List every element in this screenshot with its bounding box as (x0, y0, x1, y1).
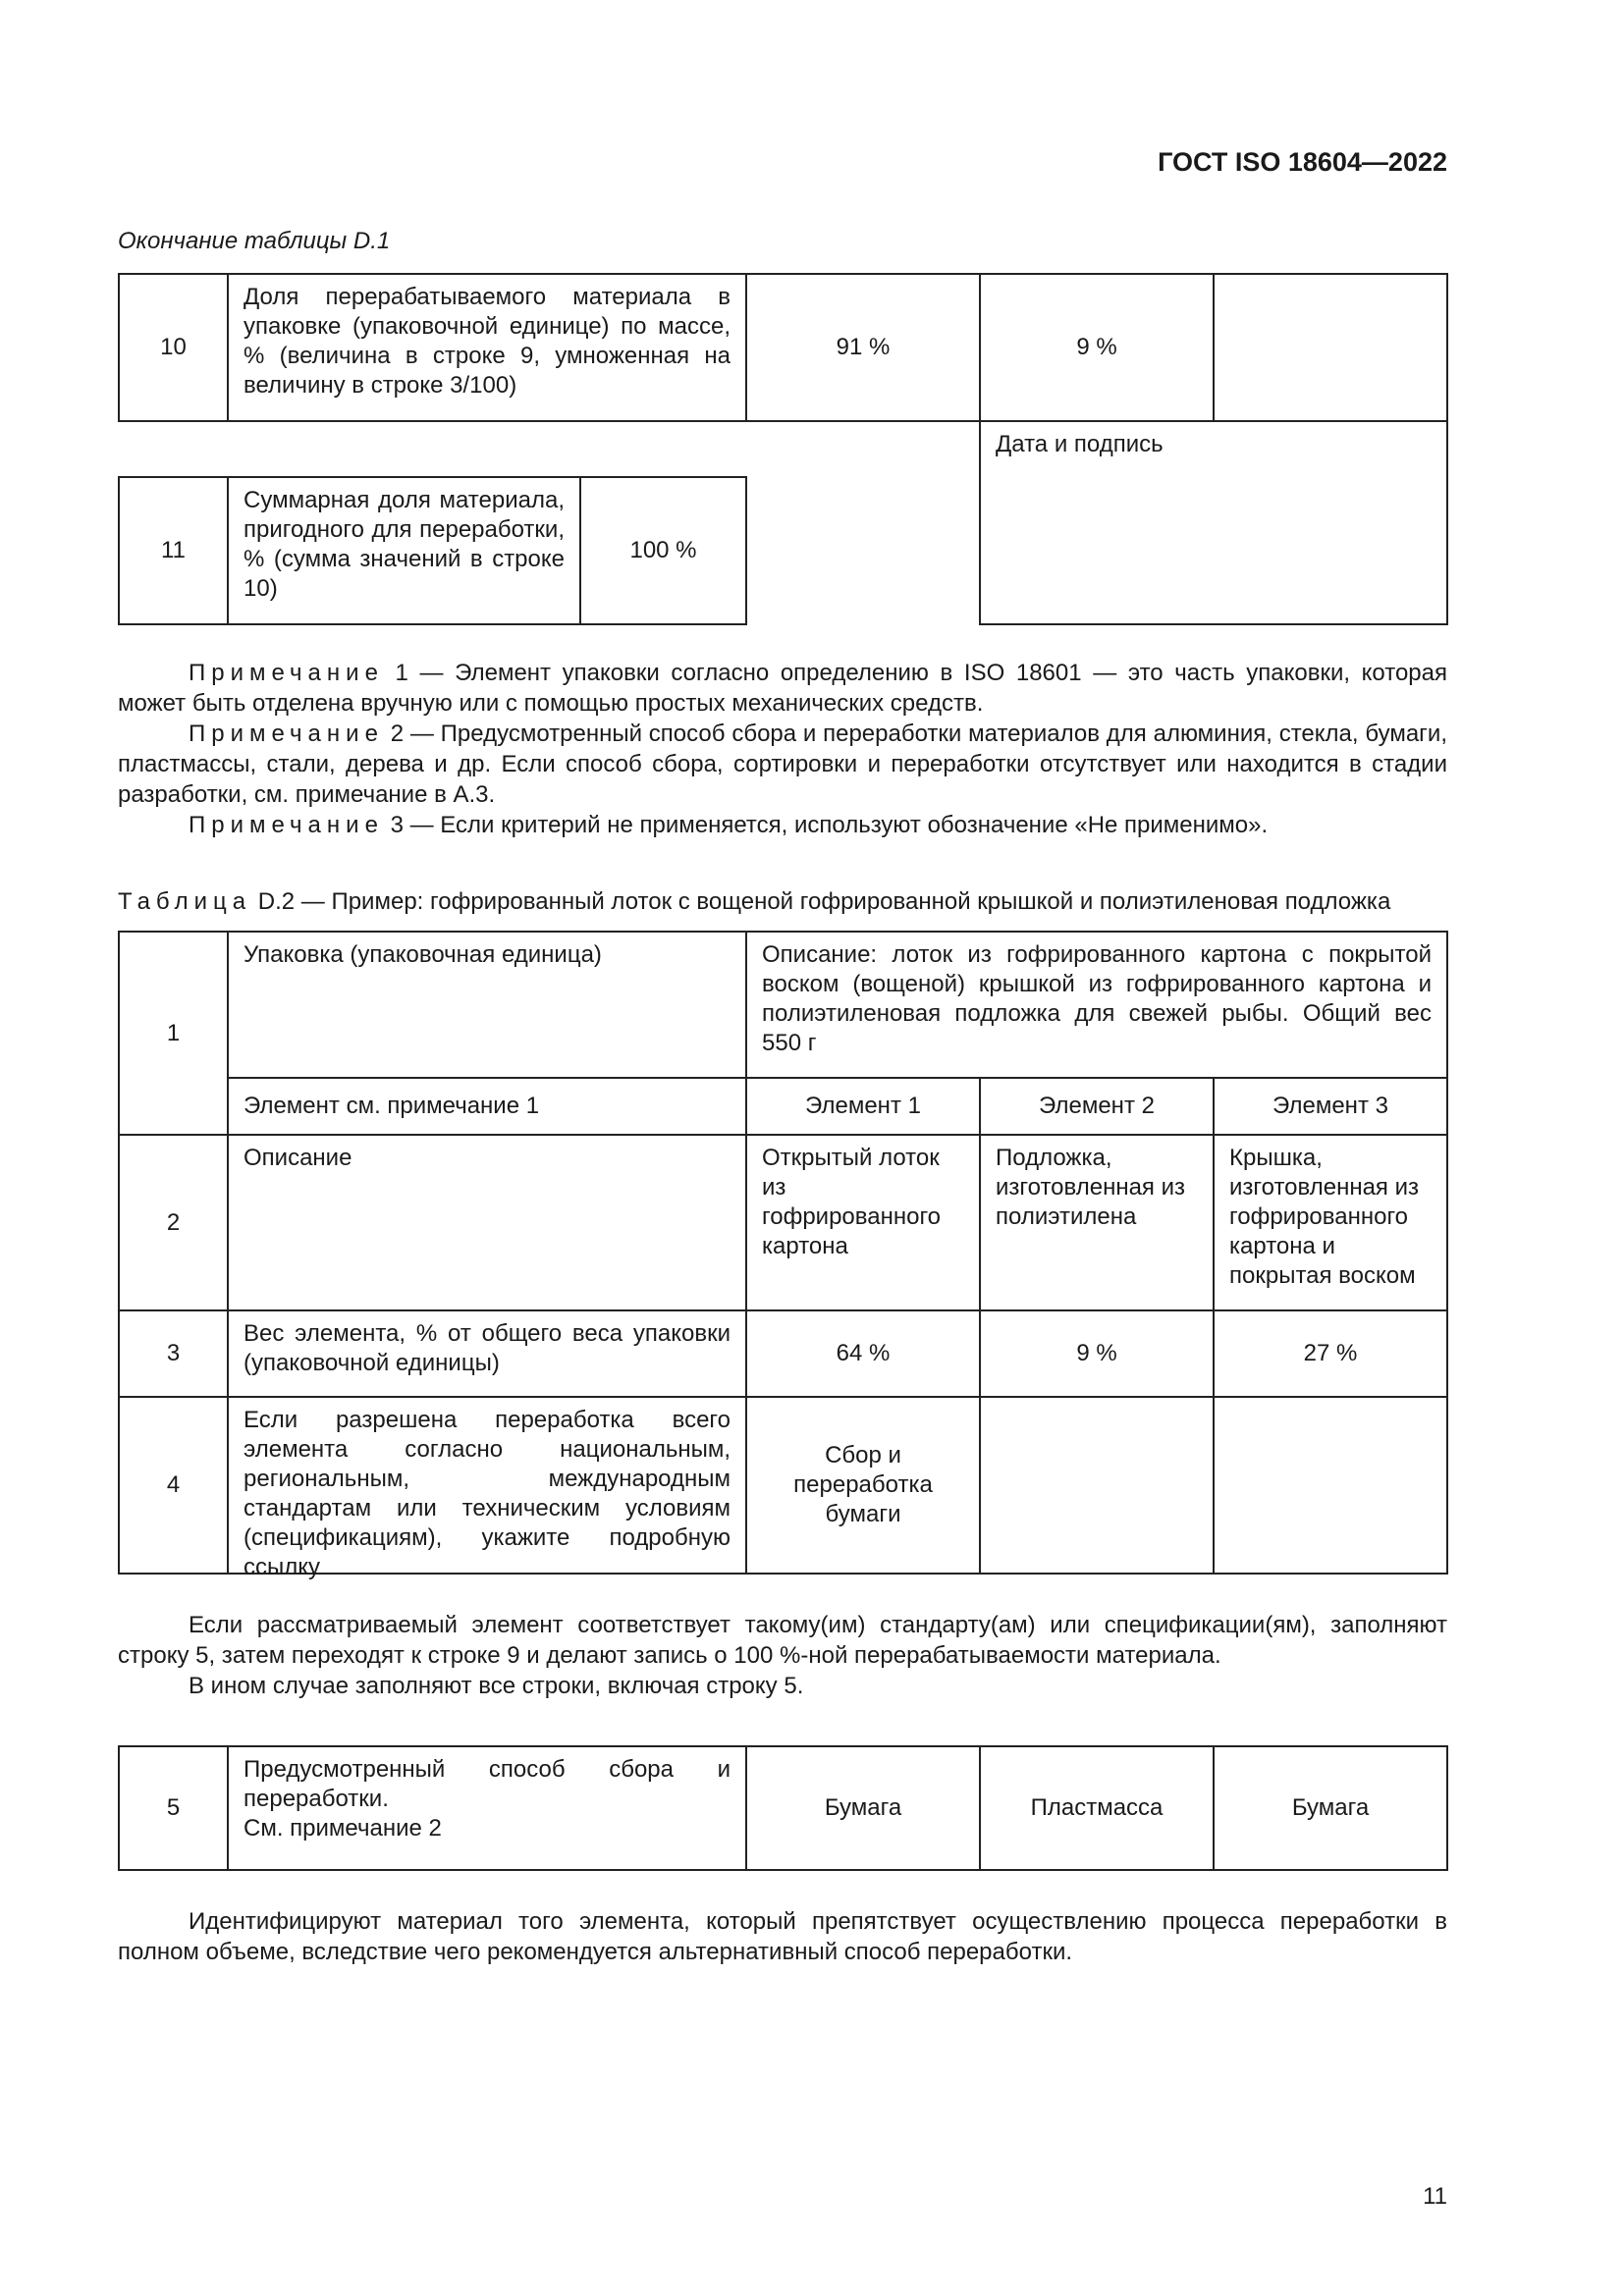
row5-number: 5 (118, 1745, 229, 1871)
paragraph-identify: Идентифицируют материал того элемента, который препятствует осуществлению процесса переработки в полном объеме, вследствие чего рекомендуется альтернативный способ переработки. (118, 1908, 1447, 1965)
row10-description: Доля перерабатываемого материала в упаковке (упаковочной единице) по массе, % (величина в строке 9, умноженная на величину в строке 3/100) (227, 273, 747, 422)
element-3-header: Элемент 3 (1213, 1077, 1448, 1136)
caption-text: D.2 — Пример: гофрированный лоток с вощеной гофрированной крышкой и полиэтиленовая подложка (251, 888, 1391, 915)
row4-value-1: Сбор и переработка бумаги (745, 1396, 981, 1575)
element-label: Элемент см. примечание 1 (227, 1077, 747, 1136)
row4-value-3 (1213, 1396, 1448, 1575)
row1-label: Упаковка (упаковочная единица) (227, 931, 747, 1079)
row2-label: Описание (227, 1134, 747, 1311)
row1-number: 1 (118, 931, 229, 1136)
row4-label: Если разрешена переработка всего элемента согласно национальным, региональным, международным стандартам или техническим условиям (спецификациям), укажите подробную ссылку (227, 1396, 747, 1575)
document-header: ГОСТ ISO 18604—2022 (1158, 147, 1447, 177)
row3-value-2: 9 % (979, 1309, 1215, 1398)
row10-value-1: 91 % (745, 273, 981, 422)
row3-value-1: 64 % (745, 1309, 981, 1398)
note-2 (118, 719, 1447, 810)
row4-number: 4 (118, 1396, 229, 1575)
note-3 (118, 810, 1447, 840)
note-label: Примечание (189, 721, 384, 747)
note-1 (118, 658, 1447, 719)
row5-value-3: Бумага (1213, 1745, 1448, 1871)
row3-value-3: 27 % (1213, 1309, 1448, 1398)
row3-number: 3 (118, 1309, 229, 1398)
row11-description: Суммарная доля материала, пригодного для переработки, % (сумма значений в строке 10) (227, 476, 581, 625)
row2-number: 2 (118, 1134, 229, 1311)
paragraph-otherwise: В ином случае заполняют все строки, включая строку 5. (189, 1673, 804, 1699)
row2-value-2: Подложка, изготовленная из полиэтилена (979, 1134, 1215, 1311)
row10-value-3 (1213, 273, 1448, 422)
note-text: 1 — Элемент упаковки согласно определению в ISO 18601 — это часть упаковки, которая может быть отделена вручную или с помощью простых механических средств. (118, 660, 1447, 717)
row1-description: Описание: лоток из гофрированного картона с покрытой воском (вощеной) крышкой из гофрированного картона и полиэтиленовая подложка для свежей рыбы. Общий вес 550 г (745, 931, 1448, 1079)
element-2-header: Элемент 2 (979, 1077, 1215, 1136)
row10-number: 10 (118, 273, 229, 422)
element-1-header: Элемент 1 (745, 1077, 981, 1136)
row5-value-1: Бумага (745, 1745, 981, 1871)
row3-label: Вес элемента, % от общего веса упаковки (упаковочной единицы) (227, 1309, 747, 1398)
row5-note: См. примечание 2 (244, 1815, 442, 1842)
row5-label-text: Предусмотренный способ сбора и переработки. (244, 1756, 731, 1812)
table-caption-d1: Окончание таблицы D.1 (118, 228, 391, 254)
note-label: Примечание (189, 812, 384, 838)
row2-value-1: Открытый лоток из гофрированного картона (745, 1134, 981, 1311)
row4-value-2 (979, 1396, 1215, 1575)
row5-value-2: Пластмасса (979, 1745, 1215, 1871)
table-caption-d2 (118, 888, 1390, 916)
caption-label: Таблица (118, 888, 252, 915)
paragraph-conditional: Если рассматриваемый элемент соответствует такому(им) стандарту(ам) или спецификации(ям), заполняют строку 5, затем переходят к строке 9 и делают запись о 100 %-ной перерабатываемости материала. (118, 1612, 1447, 1669)
note-label: Примечание (189, 660, 384, 686)
row5-label (227, 1745, 747, 1871)
row2-value-3: Крышка, изготовленная из гофрированного картона и покрытая воском (1213, 1134, 1448, 1311)
note-text: 2 — Предусмотренный способ сбора и переработки материалов для алюминия, стекла, бумаги, пластмассы, стали, дерева и др. Если способ сбора, сортировки и переработки отсутствует или находится в стадии разработки, см. примечание в А.3. (118, 721, 1447, 808)
signature-box: Дата и подпись (979, 420, 1448, 625)
row10-value-2: 9 % (979, 273, 1215, 422)
page-number: 11 (1423, 2183, 1447, 2210)
row11-number: 11 (118, 476, 229, 625)
note-text: 3 — Если критерий не применяется, используют обозначение «Не применимо». (383, 812, 1269, 838)
row11-value: 100 % (579, 476, 747, 625)
